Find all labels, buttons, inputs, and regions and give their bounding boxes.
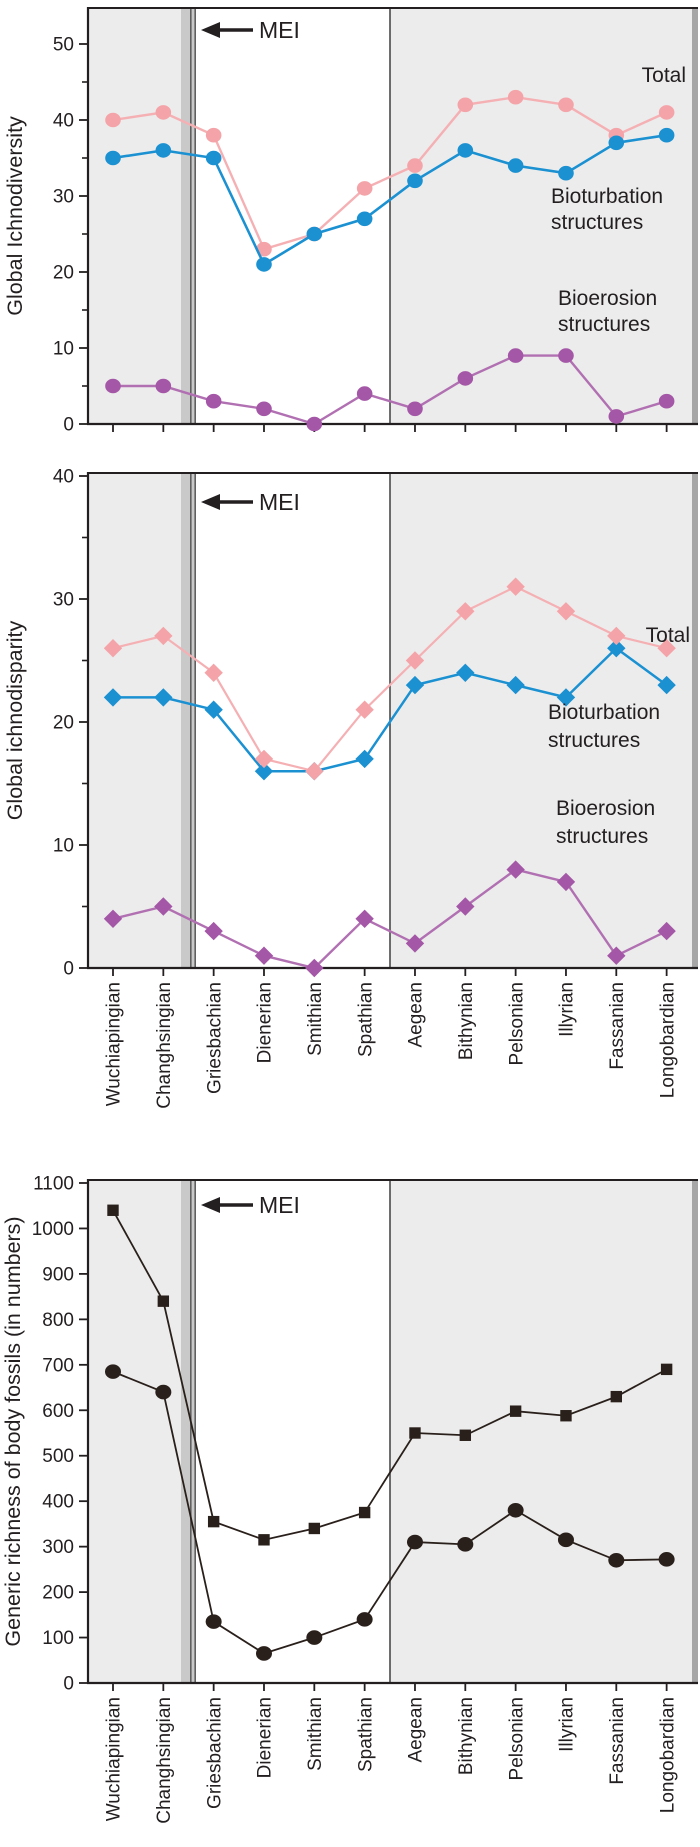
x-axis-tick-label: Aegean [405, 982, 427, 1048]
mei-label: MEI [259, 1192, 300, 1218]
data-point-circle [206, 128, 222, 143]
x-axis-tick-label: Longobardian [657, 1697, 679, 1814]
x-axis-tick-label: Smithian [304, 1697, 326, 1771]
y-axis-tick-label: 50 [52, 34, 74, 56]
data-point-square [460, 1430, 471, 1441]
y-axis-tick-label: 100 [42, 1628, 74, 1650]
data-point-circle [558, 98, 574, 113]
y-axis-tick-label: 600 [42, 1400, 74, 1422]
data-point-circle [609, 136, 625, 151]
data-point-circle [558, 348, 574, 363]
y-axis-tick-label: 800 [42, 1309, 74, 1331]
y-axis-tick-label: 900 [42, 1264, 74, 1286]
right-edge-bar [692, 473, 698, 968]
data-point-circle [105, 379, 121, 394]
ichnodisparity-chart [0, 445, 700, 1165]
y-axis-tick-label: 10 [52, 835, 74, 857]
data-point-square [107, 1205, 118, 1216]
data-point-circle [105, 1364, 121, 1379]
data-point-square [560, 1410, 571, 1421]
data-point-circle [156, 105, 172, 120]
data-point-circle [508, 348, 524, 363]
y-axis-tick-label: 700 [42, 1355, 74, 1377]
y-axis-tick-label: 400 [42, 1491, 74, 1513]
x-axis-tick-label: Griesbachian [204, 982, 226, 1094]
data-point-diamond [255, 750, 273, 768]
y-axis-tick-label: 200 [42, 1582, 74, 1604]
data-point-square [409, 1427, 420, 1438]
x-axis-tick-label: Wuchiapingian [103, 982, 125, 1107]
y-axis-tick-label: 0 [63, 414, 74, 436]
x-axis-tick-label: Changhsingian [153, 1697, 175, 1824]
data-point-circle [457, 1537, 473, 1552]
data-point-circle [558, 166, 574, 181]
data-point-circle [105, 113, 121, 128]
x-axis-tick-label: Pelsonian [506, 982, 528, 1066]
data-point-circle [307, 227, 323, 242]
shaded-region-middle-triassic [390, 1180, 692, 1683]
y-axis-tick-label: 1100 [33, 1173, 74, 1195]
right-edge-bar [692, 8, 698, 424]
mei-label: MEI [259, 17, 300, 43]
data-point-circle [407, 158, 423, 173]
data-point-circle [256, 402, 272, 417]
y-axis-tick-label: 1000 [31, 1218, 74, 1240]
data-point-square [611, 1391, 622, 1402]
data-point-circle [659, 394, 675, 409]
mei-arrow-icon [201, 494, 220, 510]
data-point-square [258, 1534, 269, 1545]
x-axis-tick-label: Smithian [304, 982, 326, 1056]
data-point-circle [206, 151, 222, 166]
data-point-circle [609, 409, 625, 424]
series-label: Bioerosion [556, 797, 656, 820]
x-axis-tick-label: Griesbachian [204, 1697, 226, 1809]
data-point-circle [458, 98, 474, 113]
y-axis-tick-label: 20 [52, 712, 74, 734]
shaded-region-permian [88, 8, 181, 424]
data-point-circle [156, 379, 172, 394]
data-point-square [158, 1295, 169, 1306]
data-point-circle [357, 386, 373, 401]
y-axis-title: Generic richness of body fossils (in numbers) [1, 1216, 25, 1647]
series-label: Bioturbation [551, 185, 664, 208]
mei-arrow-icon [201, 1197, 220, 1213]
x-axis-tick-label: Aegean [405, 1697, 427, 1763]
x-axis-tick-label: Fassanian [606, 1697, 628, 1785]
data-point-circle [357, 212, 373, 227]
series-label: structures [556, 825, 649, 848]
data-point-square [661, 1364, 672, 1375]
ichnodiversity-chart [0, 0, 700, 445]
mei-band [181, 8, 196, 424]
series-label: Total [645, 624, 690, 647]
data-point-circle [105, 151, 121, 166]
data-point-circle [508, 158, 524, 173]
y-axis-title: Global Ichnodiversity [3, 116, 27, 316]
mei-band [181, 473, 196, 968]
data-point-square [510, 1405, 521, 1416]
x-axis-tick-label: Dienerian [254, 1697, 276, 1779]
mei-arrow-icon [201, 22, 220, 38]
data-point-circle [659, 128, 675, 143]
y-axis-tick-label: 500 [42, 1446, 74, 1468]
data-point-circle [256, 1646, 272, 1661]
data-point-diamond [204, 664, 222, 682]
data-point-circle [659, 105, 675, 120]
y-axis-tick-label: 40 [52, 110, 74, 132]
data-point-circle [206, 1614, 222, 1629]
data-point-square [208, 1516, 219, 1527]
data-point-circle [508, 1503, 524, 1518]
data-point-circle [659, 1552, 675, 1567]
data-point-square [359, 1507, 370, 1518]
shaded-region-permian [88, 1180, 181, 1683]
series-label: structures [548, 729, 641, 752]
data-point-circle [407, 174, 423, 189]
y-axis-tick-label: 40 [52, 466, 74, 488]
data-point-circle [307, 417, 323, 432]
data-point-circle [155, 1385, 171, 1400]
data-point-circle [608, 1553, 624, 1568]
series-label: structures [558, 313, 651, 336]
data-point-circle [558, 1533, 574, 1548]
y-axis-tick-label: 0 [63, 958, 74, 980]
data-point-circle [306, 1630, 322, 1645]
x-axis-tick-label: Illyrian [556, 1697, 578, 1752]
shaded-region-permian [88, 473, 181, 968]
data-point-circle [508, 90, 524, 105]
data-point-square [309, 1523, 320, 1534]
body-fossil-richness-chart [0, 1165, 700, 1847]
y-axis-tick-label: 30 [52, 589, 74, 611]
series-label: Bioerosion [558, 287, 658, 310]
series-label: structures [551, 211, 644, 234]
data-point-circle [357, 181, 373, 196]
right-edge-bar [692, 1180, 698, 1683]
x-axis-tick-label: Spathian [355, 982, 377, 1058]
y-axis-tick-label: 10 [52, 338, 74, 360]
x-axis-tick-label: Bithynian [455, 982, 477, 1061]
x-axis-tick-label: Wuchiapingian [103, 1697, 125, 1822]
data-point-circle [206, 394, 222, 409]
y-axis-title: Global ichnodisparity [3, 620, 27, 821]
x-axis-tick-label: Dienerian [254, 982, 276, 1064]
data-point-circle [256, 257, 272, 272]
data-point-diamond [255, 947, 273, 965]
data-point-circle [407, 1535, 423, 1550]
x-axis-tick-label: Spathian [355, 1697, 377, 1773]
series-label: Total [641, 64, 686, 87]
x-axis-tick-label: Fassanian [606, 982, 628, 1070]
data-point-diamond [204, 922, 222, 940]
x-axis-tick-label: Changhsingian [153, 982, 175, 1109]
data-point-diamond [355, 750, 373, 768]
mei-label: MEI [259, 489, 300, 515]
data-point-circle [407, 402, 423, 417]
data-point-circle [357, 1612, 373, 1627]
x-axis-tick-label: Pelsonian [506, 1697, 528, 1781]
data-point-circle [458, 143, 474, 158]
y-axis-tick-label: 20 [52, 262, 74, 284]
x-axis-tick-label: Longobardian [657, 982, 679, 1099]
x-axis-tick-label: Bithynian [455, 1697, 477, 1776]
data-point-circle [156, 143, 172, 158]
y-axis-tick-label: 0 [63, 1673, 74, 1695]
data-point-circle [458, 371, 474, 386]
y-axis-tick-label: 300 [42, 1537, 74, 1559]
x-axis-tick-label: Illyrian [556, 982, 578, 1037]
y-axis-tick-label: 30 [52, 186, 74, 208]
series-label: Bioturbation [548, 701, 661, 724]
